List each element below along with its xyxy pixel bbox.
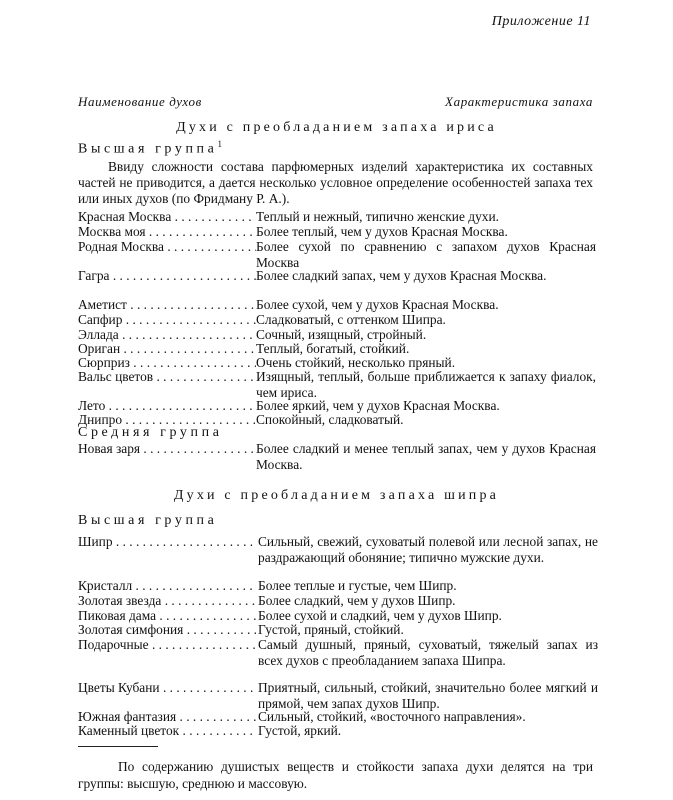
footnote-marker: 1 [217, 139, 222, 149]
perfume-name: Сюрприз . . . [78, 355, 256, 371]
perfume-name: Кристалл . . . [78, 578, 256, 594]
perfume-description: Более сухой, чем у духов Красная Москва. [256, 297, 499, 312]
perfume-description: Теплый и нежный, типично женские духи. [256, 209, 499, 224]
section-title-chypre: Духи с преобладанием запаха шипра [173, 488, 500, 503]
group-label: Высшая группа [78, 141, 218, 157]
perfume-description: Более теплый, чем у духов Красная Москва. [256, 224, 508, 239]
perfume-name: Южная фантазия . . . [78, 709, 256, 725]
perfume-name: Лето . . . [78, 398, 256, 414]
perfume-description: Более яркий, чем у духов Красная Москва. [256, 398, 500, 413]
perfume-name: Родная Москва . . . [78, 239, 256, 255]
perfume-description: Приятный, сильный, стойкий, значительно более мягкий и прямой, чем запах духов Шипр. [258, 680, 598, 711]
perfume-description: Спокойный, сладковатый. [256, 412, 404, 427]
perfume-name: Подарочные . . . [78, 637, 256, 653]
perfume-description: Более сладкий, чем у духов Шипр. [258, 593, 456, 608]
perfume-name: Пиковая дама . . . [78, 608, 256, 624]
perfume-description: Сильный, свежий, суховатый полевой или лесной запах, не раздражающий обоняние; типично мужские духи. [258, 534, 598, 565]
perfume-description: Очень стойкий, несколько пряный. [256, 355, 456, 370]
perfume-description: Самый душный, пряный, суховатый, тяжелый запах из всех духов с преобладанием запаха Шипра. [258, 637, 598, 668]
perfume-description: Сладковатый, с оттенком Шипра. [256, 312, 446, 327]
perfume-name: Золотая симфония . . . [78, 622, 256, 638]
page-header: Приложение 11 [491, 14, 591, 29]
perfume-name: Сапфир . . . [78, 312, 256, 328]
footnote-text: По содержанию душистых веществ и стойкости запаха духи делятся на три группы: высшую, среднюю и массовую. [78, 759, 593, 791]
perfume-description: Более сухой по сравнению с запахом духов Красная Москва [256, 239, 596, 270]
perfume-description: Сильный, стойкий, «восточного направления». [258, 709, 526, 724]
perfume-description: Более сухой и сладкий, чем у духов Шипр. [258, 608, 502, 623]
perfume-description: Более сладкий запах, чем у духов Красная Москва. [256, 268, 547, 283]
group-heading-middle-iris: Средняя группа [78, 425, 223, 440]
perfume-name: Красная Москва . . . [78, 209, 256, 225]
column-heading-characteristic: Характеристика запаха [445, 94, 593, 109]
perfume-name: Гагра . . . [78, 268, 256, 284]
perfume-description: Густой, яркий. [258, 723, 342, 738]
group-heading-top-iris [78, 139, 222, 158]
perfume-name: Каменный цветок . . . [78, 723, 256, 739]
perfume-name: Эллада . . . [78, 327, 256, 343]
perfume-description: Изящный, теплый, больше приближается к запаху фиалок, чем ириса. [256, 369, 596, 400]
perfume-description: Более теплые и густые, чем Шипр. [258, 578, 457, 593]
perfume-description: Более сладкий и менее теплый запах, чем у духов Красная Москва. [256, 441, 596, 472]
perfume-name: Золотая звезда . . . [78, 593, 256, 609]
perfume-name: Цветы Кубани . . . [78, 680, 256, 696]
perfume-description: Густой, пряный, стойкий. [258, 622, 404, 637]
footnote-divider [78, 746, 158, 747]
column-heading-name: Наименование духов [78, 94, 202, 109]
perfume-name: Москва моя . . . [78, 224, 256, 240]
perfume-name: Аметист . . . [78, 297, 256, 313]
perfume-name: Днипро . . . [78, 412, 256, 428]
perfume-description: Сочный, изящный, стройный. [256, 327, 427, 342]
group-heading-top-chypre: Высшая группа [78, 513, 218, 528]
perfume-name: Ориган . . . [78, 341, 256, 357]
perfume-name: Вальс цветов . . . [78, 369, 256, 385]
perfume-name: Новая заря . . . [78, 441, 256, 457]
perfume-name: Шипр . . . [78, 534, 256, 550]
perfume-description: Теплый, богатый, стойкий. [256, 341, 410, 356]
section-title-iris: Духи с преобладанием запаха ириса [176, 120, 497, 135]
intro-paragraph: Ввиду сложности состава парфюмерных изделий характеристика их составных частей не приводится, а дается несколько условное определение особенностей запаха тех или иных духов (по Фридману Р. А.). [78, 159, 593, 207]
